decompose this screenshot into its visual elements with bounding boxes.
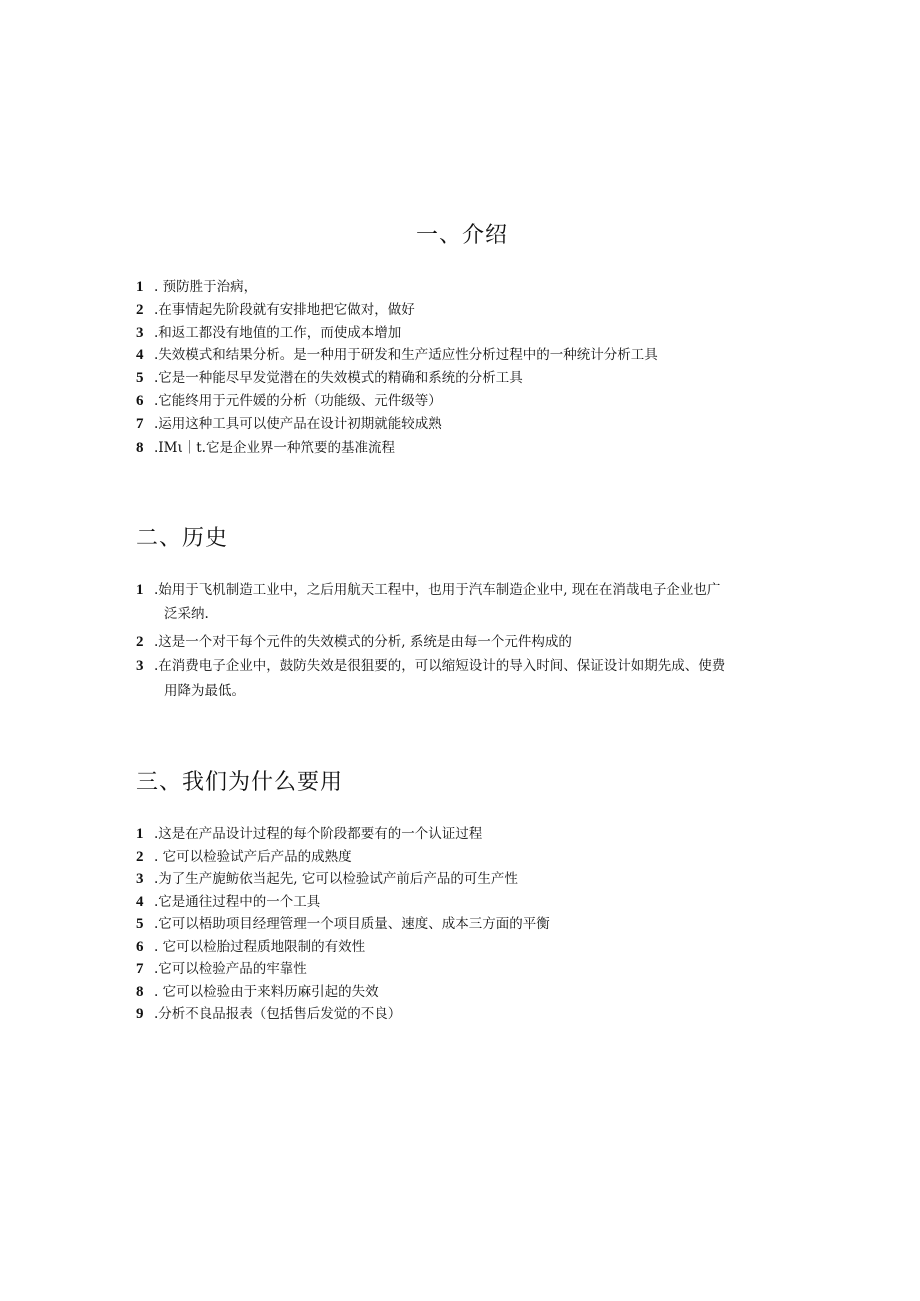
item-text: .在消费电子企业中，鼓防失效是很狙要的，可以缩短设计的导入时间、保证设计如期先成、使费 (154, 658, 726, 674)
item-number: 7 (136, 961, 144, 977)
list-item (136, 634, 572, 650)
list-item (136, 658, 725, 674)
list-item (136, 370, 523, 386)
list-item (136, 279, 257, 295)
item-number: 6 (136, 939, 144, 955)
item-number: 3 (136, 658, 144, 674)
list-item (136, 347, 658, 363)
item-text: . 它可以检验试产后产品的成熟度 (154, 849, 352, 865)
section-2-title: 二、历史 (136, 526, 229, 551)
item-number: 1 (136, 582, 144, 598)
list-item (136, 939, 365, 955)
item-text: .这是在产品设计过程的每个阶段都要有的一个认证过程 (154, 826, 483, 842)
item-number: 5 (136, 370, 144, 386)
item-number: 3 (136, 325, 144, 341)
list-item (136, 984, 379, 1000)
item-text: .它是通往过程中的一个工具 (154, 894, 321, 910)
list-item (136, 302, 415, 318)
item-number: 9 (136, 1006, 144, 1022)
item-number: 1 (136, 279, 144, 295)
item-number: 2 (136, 634, 144, 650)
item-number: 6 (136, 393, 144, 409)
item-text: .始用于飞机制造工业中，之后用航天工程中，也用于汽车制造企业中, 现在在消哉电子企业也广 (154, 582, 721, 598)
list-item (136, 582, 720, 598)
list-item (136, 849, 352, 865)
section-1-title: 一、介绍 (416, 223, 509, 248)
item-number: 8 (136, 984, 144, 1000)
item-text: .它可以梧助项目经理管理一个项目质量、速度、成本三方面的平衡 (154, 916, 550, 932)
item-text: .和返工都没有地值的工作，而使成本增加 (154, 325, 402, 341)
item-number: 7 (136, 416, 144, 432)
item-number: 3 (136, 871, 144, 887)
section-3-title: 三、我们为什么要用 (136, 770, 344, 795)
item-text: .这是一个对干每个元件的失效模式的分析, 系统是由每一个元件构成的 (154, 634, 572, 650)
item-number: 5 (136, 916, 144, 932)
item-number: 2 (136, 302, 144, 318)
item-text: . 预防胜于治病， (154, 279, 258, 295)
item-text: .分析不良品报表（包括售后发觉的不良） (154, 1006, 402, 1022)
item-text: .运用这种工具可以使产品在设计初期就能较成熟 (154, 416, 442, 432)
item-text: .在事情起先阶段就有安排地把它做对，做好 (154, 302, 415, 318)
item-continuation: 泛采纳. (164, 606, 209, 622)
list-item (136, 826, 482, 842)
item-number: 2 (136, 849, 144, 865)
list-item (136, 894, 320, 910)
item-text: .它能终用于元件媛的分析（功能级、元件级等） (154, 393, 442, 409)
item-number: 4 (136, 894, 144, 910)
item-text: .为了生产旎鲂依当起先, 它可以检验试产前后产品的可生产性 (154, 871, 518, 887)
list-item (136, 325, 401, 341)
list-item (136, 871, 518, 887)
item-number: 1 (136, 826, 144, 842)
item-text: .它可以检验产品的牢靠性 (154, 961, 307, 977)
item-text: . 它可以检胎过程质地限制的有效性 (154, 939, 366, 955)
item-text: .它是一种能尽早发觉潜在的失效模式的精确和系统的分析工具 (154, 370, 523, 386)
list-item (136, 440, 395, 456)
item-continuation: 用降为最低。 (164, 683, 245, 699)
list-item (136, 961, 307, 977)
item-text: .IMι｜t.它是企业界一种笊要的基准流程 (154, 440, 395, 456)
list-item (136, 916, 550, 932)
item-number: 4 (136, 347, 144, 363)
list-item (136, 393, 442, 409)
item-text: . 它可以检验由于来料历麻引起的失效 (154, 984, 379, 1000)
list-item (136, 1006, 401, 1022)
item-text: .失效模式和结果分析。是一种用于研发和生产适应性分析过程中的一种统计分析工具 (154, 347, 658, 363)
item-number: 8 (136, 440, 144, 456)
list-item (136, 416, 442, 432)
